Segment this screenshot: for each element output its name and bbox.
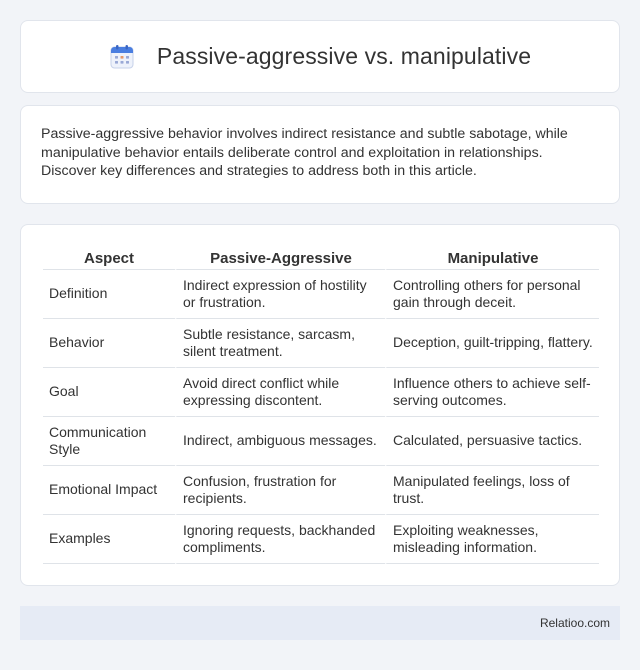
cell-passive-aggressive: Avoid direct conflict while expressing discontent. [175, 368, 385, 417]
calendar-icon [109, 44, 135, 70]
cell-passive-aggressive: Ignoring requests, backhanded compliments. [175, 515, 385, 564]
cell-aspect: Definition [43, 270, 175, 319]
cell-manipulative: Exploiting weaknesses, misleading information. [385, 515, 599, 564]
header-manipulative: Manipulative [385, 245, 599, 270]
header-passive-aggressive: Passive-Aggressive [175, 245, 385, 270]
table-row [43, 515, 599, 564]
table-row [43, 417, 599, 466]
cell-passive-aggressive: Confusion, frustration for recipients. [175, 466, 385, 515]
cell-manipulative: Influence others to achieve self-serving outcomes. [385, 368, 599, 417]
header-card [20, 20, 620, 93]
table-row [43, 270, 599, 319]
table-row [43, 368, 599, 417]
table-header-row [43, 245, 599, 270]
cell-aspect: Behavior [43, 319, 175, 368]
title-wrap [109, 43, 531, 70]
cell-aspect: Examples [43, 515, 175, 564]
footer-brand: Relatioo.com [539, 616, 610, 630]
page-title: Passive-aggressive vs. manipulative [156, 43, 532, 69]
cell-manipulative: Calculated, persuasive tactics. [385, 417, 599, 466]
intro-text: Passive-aggressive behavior involves indirect resistance and subtle sabotage, while manipulative behavior entails deliberate control and exploitation in relationships. Discover key differences and strategies to address both in this article. [41, 126, 568, 179]
comparison-table [43, 245, 599, 564]
cell-manipulative: Controlling others for personal gain through deceit. [385, 270, 599, 319]
cell-aspect: Communication Style [43, 417, 175, 466]
header-aspect: Aspect [43, 245, 175, 270]
cell-manipulative: Manipulated feelings, loss of trust. [385, 466, 599, 515]
cell-passive-aggressive: Indirect, ambiguous messages. [175, 417, 385, 466]
table-row [43, 319, 599, 368]
cell-passive-aggressive: Indirect expression of hostility or frustration. [175, 270, 385, 319]
comparison-table-card [20, 224, 620, 586]
table-row [43, 466, 599, 515]
cell-aspect: Goal [43, 368, 175, 417]
cell-passive-aggressive: Subtle resistance, sarcasm, silent treatment. [175, 319, 385, 368]
cell-aspect: Emotional Impact [43, 466, 175, 515]
intro-card [20, 105, 620, 204]
cell-manipulative: Deception, guilt-tripping, flattery. [385, 319, 599, 368]
footer-bar [20, 606, 620, 640]
